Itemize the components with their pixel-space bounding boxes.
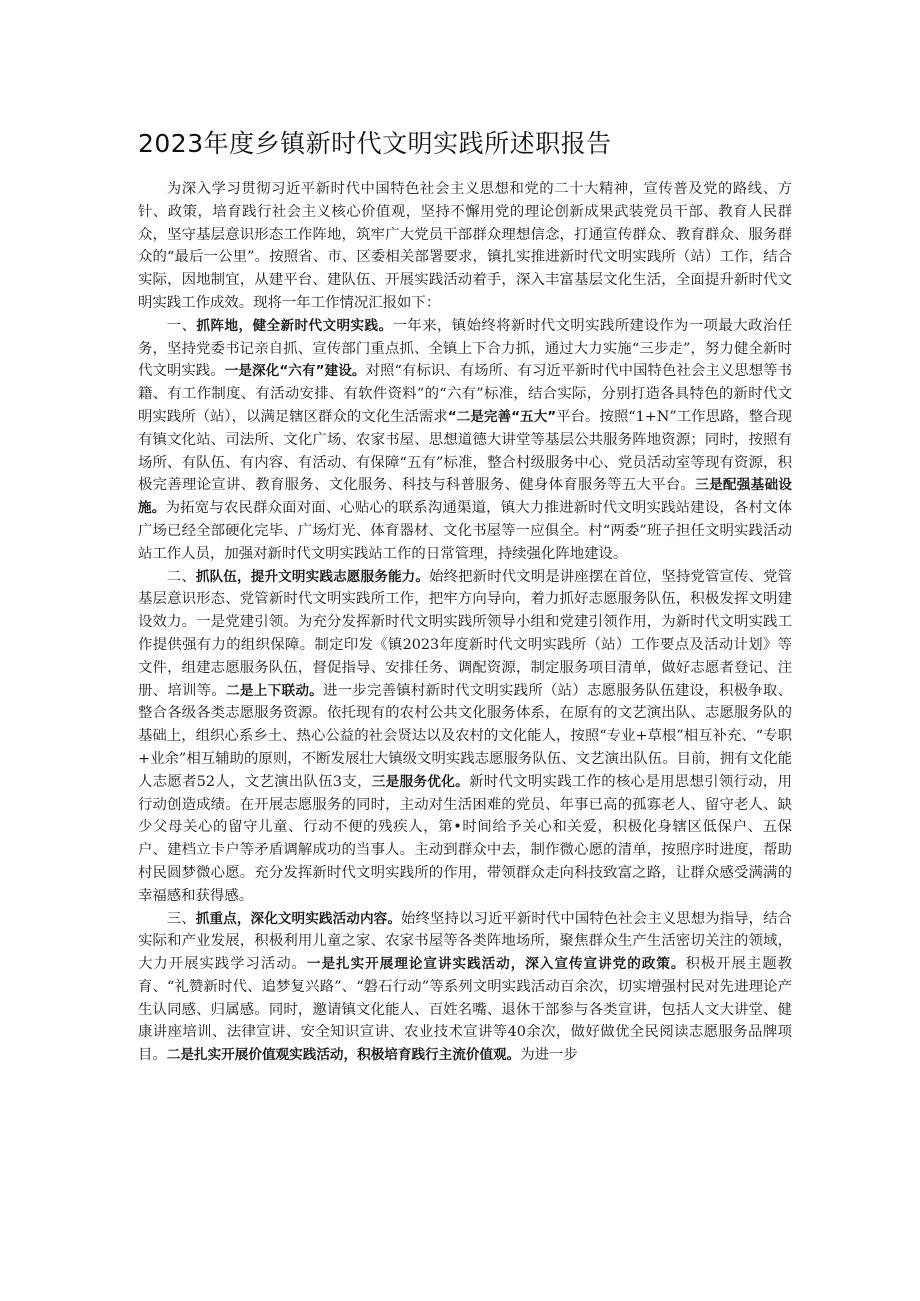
- section-1-point-3-text: 为拓宽与农民群众面对面、心贴心的联系沟通渠道，镇大力推进新时代文明实践站建设，各村文体广场已经全部硬化完毕、广场灯光、体育器材、文化书屋等一应俱全。村“两委”班子担任文明实践活动站工作人员，加强对新时代文明实践站工作的日常管理，持续强化阵地建设。: [138, 500, 792, 562]
- section-1-point-1: 一是深化“六有”建设。: [224, 363, 366, 380]
- section-2-point-3-text: 新时代文明实践工作的核心是用思想引领行动，用行动创造成绩。在开展志愿服务的同时，主动对生活困难的党员、年事已高的孤寡老人、留守老人、缺少父母关心的留守儿童、行动不便的残疾人，第•时间给予关心和关爱，积极化身辖区低保户、五保户、建档立卡户等矛盾调解成功的当事人。主动到群众中去，制作微心愿的清单，按照序时进度，帮助村民圆梦微心愿。充分发挥新时代文明实践所的作用，带领群众走向科技致富之路，让群众感受满满的幸福感和获得感。: [138, 773, 793, 904]
- section-1-heading: 抓阵地，健全新时代文明实践。: [196, 317, 393, 334]
- section-3-paragraph: [138, 908, 792, 1068]
- section-2-number: 二、: [166, 568, 196, 585]
- section-1-paragraph: [138, 315, 792, 566]
- document-title: 2023年度乡镇新时代文明实践所述职报告: [138, 129, 612, 158]
- section-1-point-1-text: 对照“有标识、有场所、有习近平新时代中国特色社会主义思想等书籍、有工作制度、有活动安排、有软件资料”的“六有”标准，结合实际，分别打造各具特色的新时代文明实践所（站），以满足辖区群众的文化生活需求: [138, 363, 792, 425]
- section-3-point-1: 一是扎实开展理论宣讲实践活动，深入宣传宣讲党的政策。: [306, 956, 686, 973]
- section-3-text: 始终坚持以习近平新时代中国特色社会主义思想为指导，结合实际和产业发展，积极利用儿童之家、农家书屋等各类阵地场所，聚焦群众生产生活密切关注的领域，大力开展实践学习活动。: [138, 910, 792, 973]
- section-2-point-3: 三是服务优化。: [371, 773, 470, 790]
- section-1-point-2-text: 平台。按照“1+N”工作思路，整合现有镇文化站、司法所、文化广场、农家书屋、思想道德大讲堂等基层公共服务阵地资源；同时，按照有场所、有队伍、有内容、有活动、有保障“五有”标准，整合村级服务中心、党员活动室等现有资源，积极完善理论宣讲、教育服务、文化服务、科技与科普服务、健身体育服务等五大平台。: [138, 408, 792, 494]
- section-1-number: 一、: [166, 317, 197, 334]
- section-1-point-3: 三是配强基础设施。: [138, 477, 792, 517]
- section-3-number: 三、: [166, 910, 196, 927]
- intro-paragraph: 为深入学习贯彻习近平新时代中国特色社会主义思想和党的二十大精神，宣传普及党的路线、方针、政策，培育践行社会主义核心价值观，坚持不懈用党的理论创新成果武装党员干部、教育人民群众，坚守基层意识形态工作阵地，筑牢广大党员干部群众理想信念，打通宣传群众、教育群众、服务群众的“最后一公里”。按照省、市、区委相关部署要求，镇扎实推进新时代文明实践所（站）工作，结合实际，因地制宜，从建平台、建队伍、开展实践活动着手，深入丰富基层文化生活，全面提升新时代文明实践工作成效。现将一年工作情况汇报如下：: [138, 181, 792, 311]
- section-2-point-2: 二是上下联动。: [225, 682, 324, 699]
- section-3-point-1-text: 积极开展主题教育、“礼赞新时代、追梦复兴路”、“磐石行动”等系列文明实践活动百余次，切实增强村民对先进理论产生认同感、归属感。同时，邀请镇文化能人、百姓名嘴、退休干部参与各类宣讲，包括人文大讲堂、健康讲座培训、法律宣讲、安全知识宣讲、农业技术宣讲等40余次，做好做优全民阅读志愿服务品牌项目。: [138, 956, 792, 1064]
- section-2-text: 始终把新时代文明是讲座摆在首位，坚持党管宣传、党管基层意识形态、党管新时代文明实践所工作，把牢方向导向，着力抓好志愿服务队伍，积极发挥文明建设效力。一是党建引领。为充分发挥新时代文明实践所领导小组和党建引领作用，为新时代文明实践工作提供强有力的组织保障。制定印发《镇2023年度新时代文明实践所（站）工作要点及活动计划》等文件，组建志愿服务队伍，督促指导、安排任务、调配资源，制定服务项目清单，做好志愿者登记、注册、培训等。: [138, 568, 792, 699]
- document-body: [138, 178, 792, 1067]
- section-2-heading: 抓队伍，提升文明实践志愿服务能力。: [195, 568, 430, 585]
- section-2-point-2-text: 进一步完善镇村新时代文明实践所（站）志愿服务队伍建设，积极争取、整合各级各类志愿服务资源。依托现有的农村公共文化服务体系，在原有的文艺演出队、志愿服务队的基础上，组织心系乡土、热心公益的社会贤达以及农村的文化能人，按照“专业+草根”相互补充、“专职+业余”相互辅助的原则，不断发展壮大镇级文明实践志愿服务队伍、文艺演出队伍。目前，拥有文化能人志愿者52人，文艺演出队伍3支，: [138, 682, 792, 790]
- section-1-point-2: “二是完善“五大”: [447, 408, 557, 425]
- section-2-paragraph: [138, 566, 792, 908]
- section-3-point-2-text: 为进一步: [520, 1047, 578, 1064]
- section-1-text: 一年来，镇始终将新时代文明实践所建设作为一项最大政治任务，坚持党委书记亲自抓、宣传部门重点抓、全镇上下合力抓，通过大力实施“三步走”，努力健全新时代文明实践。: [138, 317, 792, 380]
- section-3-heading: 抓重点，深化文明实践活动内容。: [195, 910, 402, 927]
- section-3-point-2: 二是扎实开展价值观实践活动，积极培育践行主流价值观。: [166, 1047, 521, 1064]
